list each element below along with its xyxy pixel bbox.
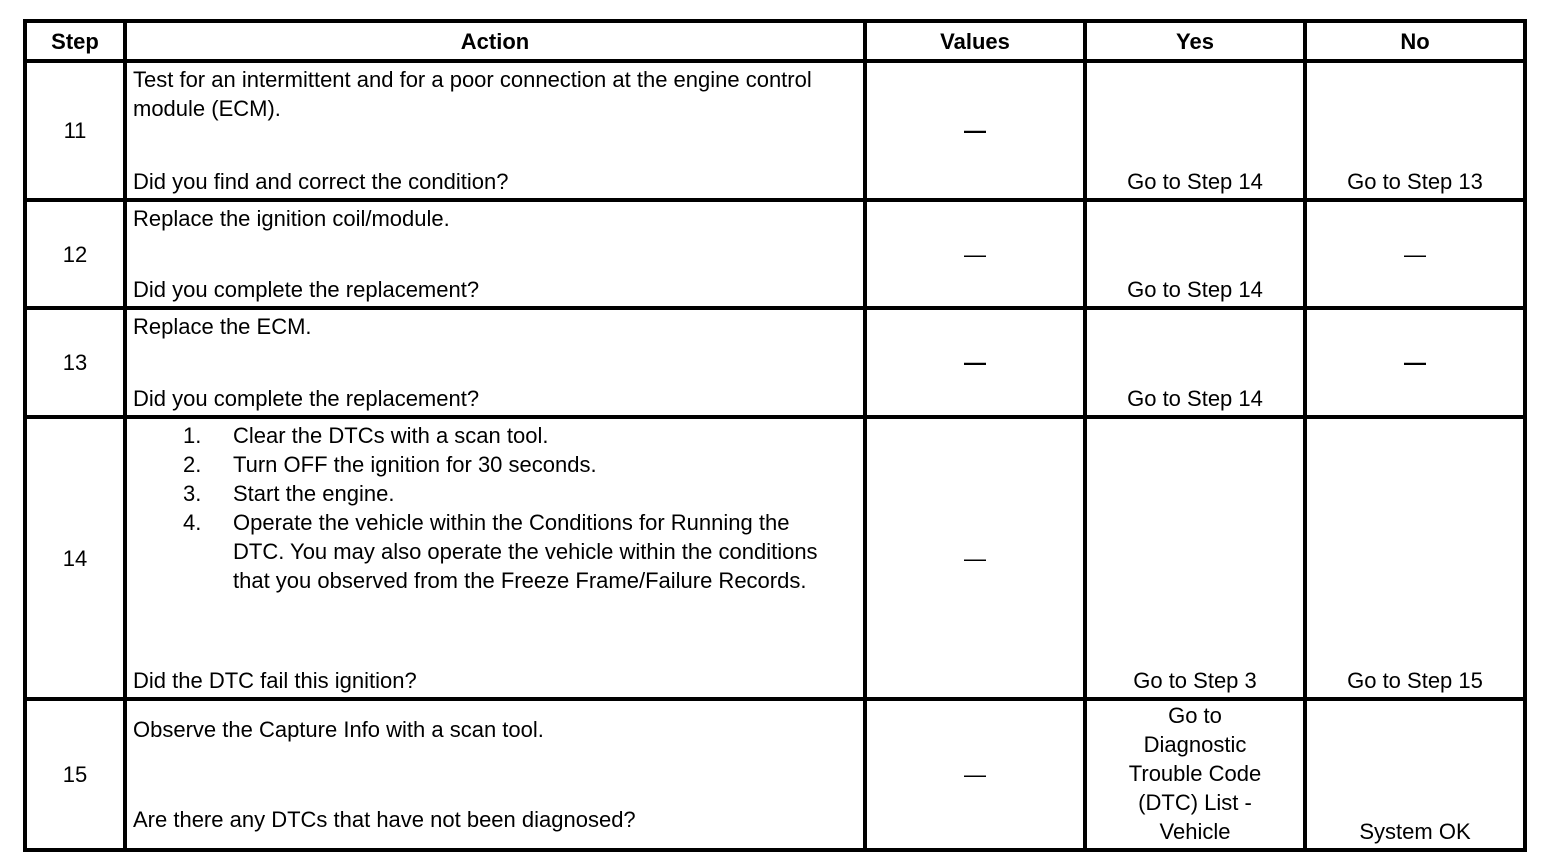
table-row-step-14 — [25, 417, 1525, 699]
action-question: Did you complete the replacement? — [133, 277, 480, 302]
list-item-number: 1. — [183, 423, 202, 448]
list-item-text: Turn OFF the ignition for 30 seconds. — [233, 452, 597, 477]
action-steps-list — [133, 421, 857, 595]
table-row-step-11 — [25, 61, 1525, 200]
list-item — [133, 508, 857, 595]
values-cell: — — [865, 417, 1085, 699]
values-cell: — — [865, 699, 1085, 850]
list-item-text: Operate the vehicle within the Conditions for Running the DTC. You may also operate the vehicle within the conditions that you observed from the Freeze Frame/Failure Records. — [233, 510, 818, 593]
no-cell: — — [1305, 200, 1525, 308]
table-row-step-15 — [25, 699, 1525, 850]
action-cell — [125, 699, 865, 850]
table-row-step-13 — [25, 308, 1525, 417]
action-text: Replace the ECM. — [133, 314, 312, 339]
list-item-text: Clear the DTCs with a scan tool. — [233, 423, 549, 448]
action-question: Did you find and correct the condition? — [133, 169, 509, 194]
table-row-step-12 — [25, 200, 1525, 308]
step-number: 15 — [25, 699, 125, 850]
action-question: Did the DTC fail this ignition? — [133, 668, 417, 693]
header-values: Values — [865, 21, 1085, 61]
values-cell: — — [865, 61, 1085, 200]
no-cell: — — [1305, 308, 1525, 417]
header-action: Action — [125, 21, 865, 61]
action-cell — [125, 200, 865, 308]
yes-cell: Go to Step 14 — [1085, 61, 1305, 200]
step-number: 11 — [25, 61, 125, 200]
yes-cell: Go to Step 14 — [1085, 200, 1305, 308]
action-cell — [125, 417, 865, 699]
list-item-number: 2. — [183, 452, 202, 477]
header-yes: Yes — [1085, 21, 1305, 61]
no-cell: Go to Step 15 — [1305, 417, 1525, 699]
action-question: Are there any DTCs that have not been diagnosed? — [133, 807, 636, 832]
list-item — [133, 479, 857, 508]
values-cell: — — [865, 308, 1085, 417]
list-item-number: 3. — [183, 481, 202, 506]
list-item — [133, 450, 857, 479]
action-cell — [125, 61, 865, 200]
action-text: Test for an intermittent and for a poor connection at the engine control module (ECM). — [133, 67, 812, 121]
list-item — [133, 421, 857, 450]
yes-cell: Go to Step 3 — [1085, 417, 1305, 699]
header-step: Step — [25, 21, 125, 61]
diagnostic-table — [23, 19, 1527, 852]
step-number: 13 — [25, 308, 125, 417]
action-question: Did you complete the replacement? — [133, 386, 480, 411]
yes-cell: Go to Step 14 — [1085, 308, 1305, 417]
action-text: Replace the ignition coil/module. — [133, 206, 450, 231]
header-row — [25, 21, 1525, 61]
step-number: 12 — [25, 200, 125, 308]
list-item-text: Start the engine. — [233, 481, 395, 506]
values-cell: — — [865, 200, 1085, 308]
yes-cell — [1085, 699, 1305, 850]
header-no: No — [1305, 21, 1525, 61]
action-cell — [125, 308, 865, 417]
step-number: 14 — [25, 417, 125, 699]
no-cell: System OK — [1305, 699, 1525, 850]
no-cell: Go to Step 13 — [1305, 61, 1525, 200]
list-item-number: 4. — [183, 510, 202, 535]
action-text: Observe the Capture Info with a scan tool. — [133, 717, 544, 742]
yes-cell-text: Go to Diagnostic Trouble Code (DTC) List - Vehicle — [1128, 703, 1262, 844]
